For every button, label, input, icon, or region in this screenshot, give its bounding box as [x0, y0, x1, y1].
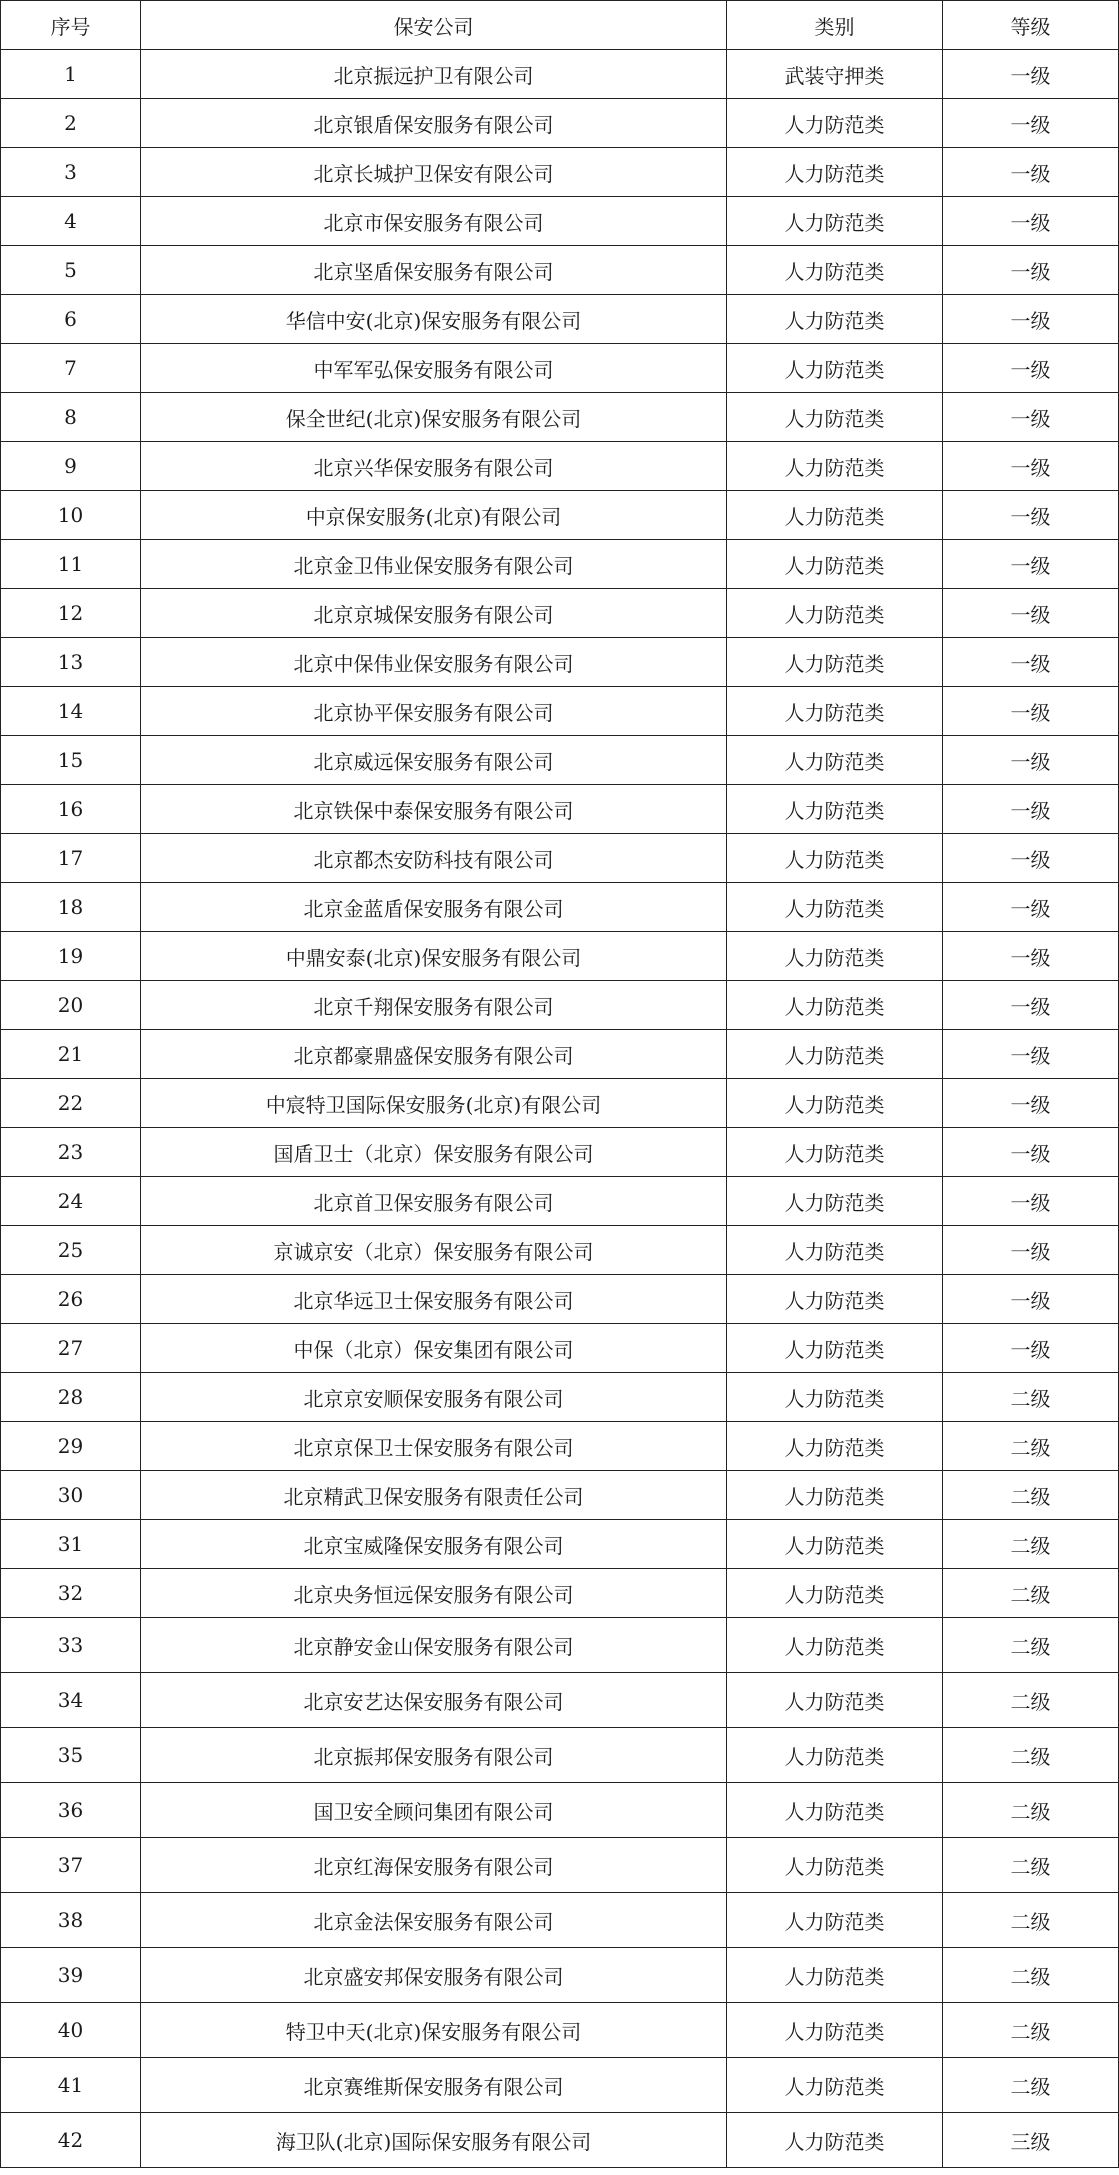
cell-index: 7 — [1, 344, 141, 393]
cell-company: 保全世纪(北京)保安服务有限公司 — [141, 393, 727, 442]
cell-index: 38 — [1, 1893, 141, 1948]
cell-category: 人力防范类 — [727, 1948, 943, 2003]
cell-index: 25 — [1, 1226, 141, 1275]
cell-index: 18 — [1, 883, 141, 932]
cell-company: 北京央务恒远保安服务有限公司 — [141, 1569, 727, 1618]
cell-category: 人力防范类 — [727, 687, 943, 736]
table-row — [1, 99, 1119, 148]
table-row — [1, 785, 1119, 834]
cell-category: 人力防范类 — [727, 1373, 943, 1422]
cell-company: 北京长城护卫保安有限公司 — [141, 148, 727, 197]
cell-grade: 一级 — [943, 393, 1119, 442]
cell-grade: 二级 — [943, 1520, 1119, 1569]
cell-company: 北京铁保中泰保安服务有限公司 — [141, 785, 727, 834]
cell-grade: 二级 — [943, 1838, 1119, 1893]
cell-company: 北京赛维斯保安服务有限公司 — [141, 2058, 727, 2113]
cell-category: 人力防范类 — [727, 1893, 943, 1948]
cell-category: 人力防范类 — [727, 1783, 943, 1838]
cell-index: 35 — [1, 1728, 141, 1783]
cell-category: 人力防范类 — [727, 1673, 943, 1728]
table-row — [1, 246, 1119, 295]
cell-category: 人力防范类 — [727, 1030, 943, 1079]
cell-company: 北京都豪鼎盛保安服务有限公司 — [141, 1030, 727, 1079]
cell-index: 28 — [1, 1373, 141, 1422]
table-row — [1, 638, 1119, 687]
cell-company: 北京京安顺保安服务有限公司 — [141, 1373, 727, 1422]
cell-index: 3 — [1, 148, 141, 197]
cell-company: 中宸特卫国际保安服务(北京)有限公司 — [141, 1079, 727, 1128]
cell-company: 北京金卫伟业保安服务有限公司 — [141, 540, 727, 589]
cell-category: 人力防范类 — [727, 1618, 943, 1673]
cell-company: 华信中安(北京)保安服务有限公司 — [141, 295, 727, 344]
cell-company: 北京振远护卫有限公司 — [141, 50, 727, 99]
cell-category: 人力防范类 — [727, 2058, 943, 2113]
cell-index: 5 — [1, 246, 141, 295]
cell-index: 29 — [1, 1422, 141, 1471]
cell-category: 人力防范类 — [727, 1471, 943, 1520]
table-row — [1, 1673, 1119, 1728]
table-row — [1, 1569, 1119, 1618]
cell-index: 14 — [1, 687, 141, 736]
cell-category: 人力防范类 — [727, 1569, 943, 1618]
cell-grade: 二级 — [943, 1673, 1119, 1728]
cell-index: 8 — [1, 393, 141, 442]
table-row — [1, 491, 1119, 540]
header-company: 保安公司 — [141, 1, 727, 50]
cell-grade: 二级 — [943, 1728, 1119, 1783]
cell-company: 北京威远保安服务有限公司 — [141, 736, 727, 785]
table-header — [1, 1, 1119, 50]
cell-grade: 一级 — [943, 1030, 1119, 1079]
cell-company: 北京都杰安防科技有限公司 — [141, 834, 727, 883]
cell-grade: 一级 — [943, 1275, 1119, 1324]
cell-grade: 一级 — [943, 197, 1119, 246]
cell-grade: 二级 — [943, 1422, 1119, 1471]
cell-company: 北京红海保安服务有限公司 — [141, 1838, 727, 1893]
cell-grade: 一级 — [943, 883, 1119, 932]
cell-grade: 二级 — [943, 1783, 1119, 1838]
cell-company: 海卫队(北京)国际保安服务有限公司 — [141, 2113, 727, 2168]
cell-grade: 二级 — [943, 1471, 1119, 1520]
cell-grade: 一级 — [943, 50, 1119, 99]
table-row — [1, 1373, 1119, 1422]
table-row — [1, 2003, 1119, 2058]
table-row — [1, 1128, 1119, 1177]
cell-index: 32 — [1, 1569, 141, 1618]
cell-index: 17 — [1, 834, 141, 883]
cell-grade: 一级 — [943, 1226, 1119, 1275]
cell-category: 人力防范类 — [727, 1520, 943, 1569]
table-row — [1, 1177, 1119, 1226]
cell-grade: 二级 — [943, 2058, 1119, 2113]
table-row — [1, 1948, 1119, 2003]
cell-category: 人力防范类 — [727, 1422, 943, 1471]
table-row — [1, 1275, 1119, 1324]
cell-category: 人力防范类 — [727, 785, 943, 834]
cell-company: 北京坚盾保安服务有限公司 — [141, 246, 727, 295]
cell-grade: 一级 — [943, 1324, 1119, 1373]
table-row — [1, 295, 1119, 344]
cell-category: 人力防范类 — [727, 295, 943, 344]
header-grade: 等级 — [943, 1, 1119, 50]
cell-category: 人力防范类 — [727, 1226, 943, 1275]
cell-company: 北京市保安服务有限公司 — [141, 197, 727, 246]
cell-grade: 二级 — [943, 1569, 1119, 1618]
cell-company: 北京京保卫士保安服务有限公司 — [141, 1422, 727, 1471]
cell-index: 15 — [1, 736, 141, 785]
cell-company: 北京宝威隆保安服务有限公司 — [141, 1520, 727, 1569]
cell-category: 人力防范类 — [727, 540, 943, 589]
cell-grade: 一级 — [943, 638, 1119, 687]
cell-company: 特卫中天(北京)保安服务有限公司 — [141, 2003, 727, 2058]
table-row — [1, 736, 1119, 785]
table-row — [1, 932, 1119, 981]
cell-company: 中军军弘保安服务有限公司 — [141, 344, 727, 393]
cell-company: 北京振邦保安服务有限公司 — [141, 1728, 727, 1783]
cell-grade: 二级 — [943, 1373, 1119, 1422]
cell-index: 16 — [1, 785, 141, 834]
cell-index: 31 — [1, 1520, 141, 1569]
cell-company: 北京金法保安服务有限公司 — [141, 1893, 727, 1948]
cell-category: 武装守押类 — [727, 50, 943, 99]
header-category: 类别 — [727, 1, 943, 50]
cell-index: 27 — [1, 1324, 141, 1373]
table-row — [1, 1030, 1119, 1079]
cell-category: 人力防范类 — [727, 2003, 943, 2058]
cell-grade: 一级 — [943, 1128, 1119, 1177]
cell-company: 京诚京安（北京）保安服务有限公司 — [141, 1226, 727, 1275]
table-row — [1, 834, 1119, 883]
cell-category: 人力防范类 — [727, 1728, 943, 1783]
cell-grade: 一级 — [943, 834, 1119, 883]
cell-category: 人力防范类 — [727, 736, 943, 785]
cell-category: 人力防范类 — [727, 246, 943, 295]
cell-company: 中京保安服务(北京)有限公司 — [141, 491, 727, 540]
cell-company: 国卫安全顾问集团有限公司 — [141, 1783, 727, 1838]
cell-category: 人力防范类 — [727, 491, 943, 540]
header-index: 序号 — [1, 1, 141, 50]
cell-grade: 一级 — [943, 932, 1119, 981]
cell-index: 34 — [1, 1673, 141, 1728]
cell-company: 北京盛安邦保安服务有限公司 — [141, 1948, 727, 2003]
cell-grade: 一级 — [943, 981, 1119, 1030]
cell-category: 人力防范类 — [727, 344, 943, 393]
table-row — [1, 1324, 1119, 1373]
cell-grade: 一级 — [943, 785, 1119, 834]
table-row — [1, 1079, 1119, 1128]
cell-index: 6 — [1, 295, 141, 344]
table-row — [1, 589, 1119, 638]
table-row — [1, 2058, 1119, 2113]
cell-grade: 一级 — [943, 687, 1119, 736]
table-row — [1, 1728, 1119, 1783]
cell-category: 人力防范类 — [727, 197, 943, 246]
cell-index: 37 — [1, 1838, 141, 1893]
cell-company: 北京金蓝盾保安服务有限公司 — [141, 883, 727, 932]
table-row — [1, 1783, 1119, 1838]
cell-index: 1 — [1, 50, 141, 99]
table-row — [1, 1893, 1119, 1948]
cell-grade: 一级 — [943, 540, 1119, 589]
cell-index: 39 — [1, 1948, 141, 2003]
cell-category: 人力防范类 — [727, 2113, 943, 2168]
cell-index: 19 — [1, 932, 141, 981]
cell-category: 人力防范类 — [727, 638, 943, 687]
cell-company: 北京华远卫士保安服务有限公司 — [141, 1275, 727, 1324]
cell-company: 北京精武卫保安服务有限责任公司 — [141, 1471, 727, 1520]
cell-company: 北京静安金山保安服务有限公司 — [141, 1618, 727, 1673]
cell-index: 11 — [1, 540, 141, 589]
table-body — [1, 50, 1119, 2168]
cell-index: 40 — [1, 2003, 141, 2058]
cell-category: 人力防范类 — [727, 99, 943, 148]
cell-index: 23 — [1, 1128, 141, 1177]
cell-company: 北京安艺达保安服务有限公司 — [141, 1673, 727, 1728]
cell-company: 北京千翔保安服务有限公司 — [141, 981, 727, 1030]
cell-grade: 一级 — [943, 442, 1119, 491]
table-row — [1, 442, 1119, 491]
cell-index: 26 — [1, 1275, 141, 1324]
table-row — [1, 344, 1119, 393]
cell-company: 中保（北京）保安集团有限公司 — [141, 1324, 727, 1373]
cell-category: 人力防范类 — [727, 1177, 943, 1226]
cell-index: 10 — [1, 491, 141, 540]
table-row — [1, 1520, 1119, 1569]
cell-index: 30 — [1, 1471, 141, 1520]
cell-grade: 一级 — [943, 736, 1119, 785]
cell-company: 北京兴华保安服务有限公司 — [141, 442, 727, 491]
cell-company: 北京京城保安服务有限公司 — [141, 589, 727, 638]
cell-grade: 一级 — [943, 344, 1119, 393]
cell-index: 12 — [1, 589, 141, 638]
table-row — [1, 1226, 1119, 1275]
table-row — [1, 2113, 1119, 2168]
cell-category: 人力防范类 — [727, 1275, 943, 1324]
cell-company: 北京银盾保安服务有限公司 — [141, 99, 727, 148]
cell-index: 22 — [1, 1079, 141, 1128]
cell-category: 人力防范类 — [727, 148, 943, 197]
table-row — [1, 540, 1119, 589]
cell-grade: 二级 — [943, 1893, 1119, 1948]
cell-grade: 一级 — [943, 148, 1119, 197]
cell-grade: 二级 — [943, 1618, 1119, 1673]
cell-index: 2 — [1, 99, 141, 148]
cell-grade: 一级 — [943, 1079, 1119, 1128]
cell-grade: 一级 — [943, 589, 1119, 638]
table-row — [1, 1471, 1119, 1520]
cell-index: 42 — [1, 2113, 141, 2168]
cell-company: 北京中保伟业保安服务有限公司 — [141, 638, 727, 687]
cell-category: 人力防范类 — [727, 1079, 943, 1128]
cell-category: 人力防范类 — [727, 1128, 943, 1177]
cell-index: 4 — [1, 197, 141, 246]
cell-grade: 一级 — [943, 1177, 1119, 1226]
cell-category: 人力防范类 — [727, 1324, 943, 1373]
cell-grade: 二级 — [943, 1948, 1119, 2003]
cell-index: 41 — [1, 2058, 141, 2113]
cell-category: 人力防范类 — [727, 1838, 943, 1893]
cell-category: 人力防范类 — [727, 981, 943, 1030]
cell-category: 人力防范类 — [727, 834, 943, 883]
cell-index: 13 — [1, 638, 141, 687]
cell-company: 北京协平保安服务有限公司 — [141, 687, 727, 736]
table-row — [1, 981, 1119, 1030]
cell-grade: 一级 — [943, 491, 1119, 540]
cell-company: 北京首卫保安服务有限公司 — [141, 1177, 727, 1226]
table-row — [1, 1422, 1119, 1471]
cell-category: 人力防范类 — [727, 883, 943, 932]
cell-category: 人力防范类 — [727, 393, 943, 442]
cell-category: 人力防范类 — [727, 589, 943, 638]
cell-grade: 一级 — [943, 295, 1119, 344]
cell-grade: 一级 — [943, 99, 1119, 148]
cell-grade: 三级 — [943, 2113, 1119, 2168]
table-row — [1, 148, 1119, 197]
cell-company: 中鼎安泰(北京)保安服务有限公司 — [141, 932, 727, 981]
header-row — [1, 1, 1119, 50]
cell-index: 9 — [1, 442, 141, 491]
table-row — [1, 687, 1119, 736]
table-row — [1, 393, 1119, 442]
cell-category: 人力防范类 — [727, 442, 943, 491]
cell-grade: 一级 — [943, 246, 1119, 295]
table-row — [1, 1618, 1119, 1673]
cell-index: 36 — [1, 1783, 141, 1838]
cell-index: 24 — [1, 1177, 141, 1226]
cell-category: 人力防范类 — [727, 932, 943, 981]
cell-grade: 二级 — [943, 2003, 1119, 2058]
table-row — [1, 1838, 1119, 1893]
table-row — [1, 50, 1119, 99]
table-row — [1, 197, 1119, 246]
table-row — [1, 883, 1119, 932]
cell-index: 33 — [1, 1618, 141, 1673]
cell-index: 21 — [1, 1030, 141, 1079]
cell-index: 20 — [1, 981, 141, 1030]
cell-company: 国盾卫士（北京）保安服务有限公司 — [141, 1128, 727, 1177]
